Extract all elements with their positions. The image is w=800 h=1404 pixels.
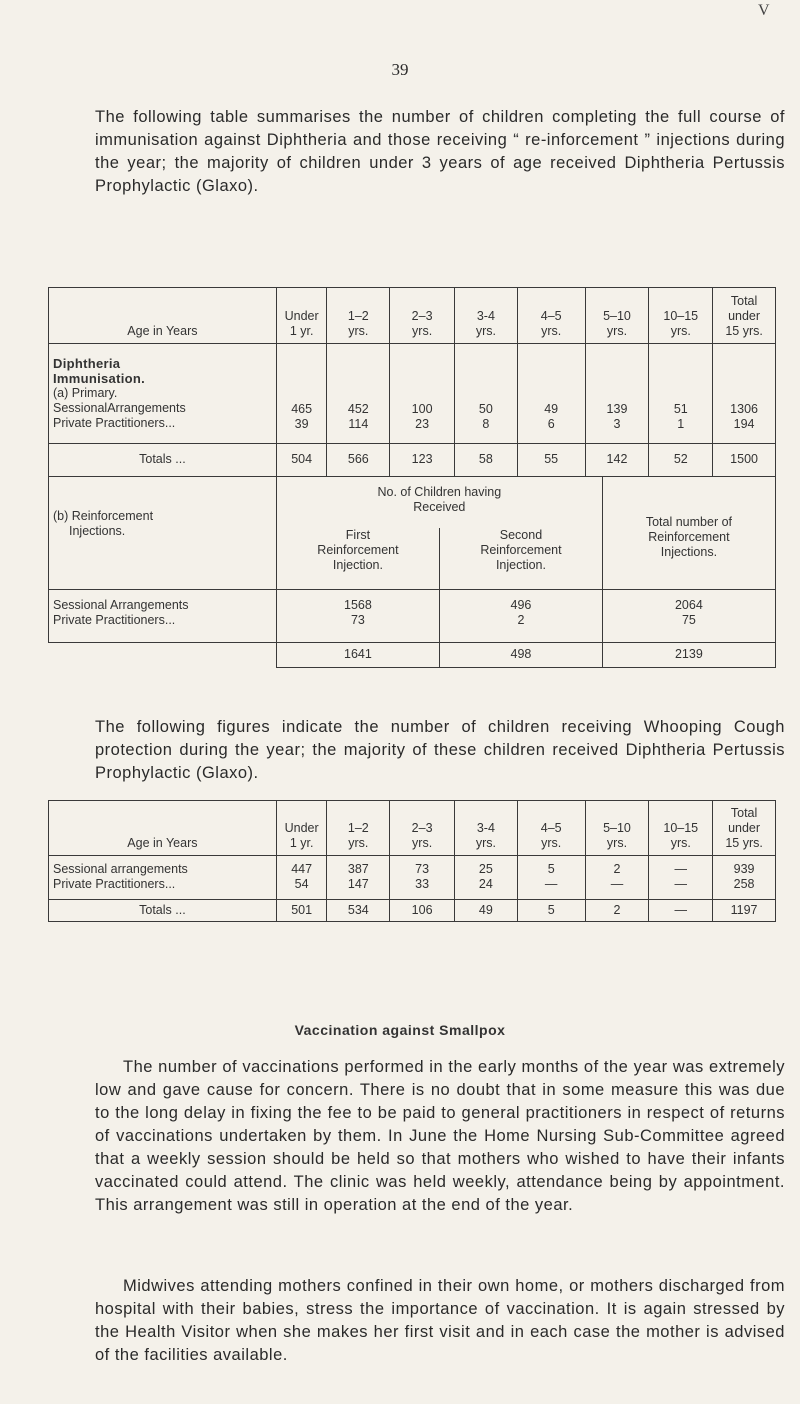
page-number: 39 [391,60,409,79]
age-header: Age in Years [49,288,277,344]
cell: 258 [733,877,755,891]
age-col-header: Under 1 yr. [276,801,327,856]
totals-label: Totals ... [49,900,277,922]
cell: 75 [681,613,696,627]
row-label: SessionalArrangements [53,401,186,415]
primary-label: (a) Primary. [53,386,118,400]
cell: 24 [478,877,493,891]
total-cell: 123 [390,444,455,477]
cell: 39 [294,417,309,431]
totals-label: Totals ... [49,444,277,477]
cell: 6 [547,417,555,431]
row-labels: Sessional arrangements Private Practitioners... [49,856,277,900]
age-col-header: 4–5 yrs. [517,288,585,344]
age-col-header: 3-4 yrs. [455,801,518,856]
total-cell: 106 [390,900,455,922]
cell: 114 [348,417,369,431]
reinforcement-label: (b) Reinforcement Injections. [49,477,277,590]
age-col-header: 3-4 yrs. [455,288,518,344]
cell: 452 [347,402,369,416]
intro-diphtheria-paragraph: The following table summarises the number of children completing the full course of immunisation against Diphtheria and those receiving “ re-inforcement ” injections during the year; the majority of children under 3 years of age received Diphtheria Pertussis Prophylactic (Glaxo). [95,108,785,195]
intro-whooping-paragraph: The following figures indicate the number of children receiving Whooping Cough protection during the year; the majority of these children received Diphtheria Pertussis Prophylactic (Glaxo). [95,718,785,782]
cell: 3 [613,417,621,431]
section-title: Diphtheria [53,356,121,371]
section-title: Immunisation. [53,371,146,386]
cell: 50 [478,402,493,416]
smallpox-heading: Vaccination against Smallpox [294,1022,506,1038]
cell: 2 [613,862,621,876]
age-header: Age in Years [49,801,277,856]
reinforcement-row-labels: Sessional Arrangements Private Practitioners... [49,590,277,643]
age-col-header: 1–2 yrs. [327,801,390,856]
reinforcement-header-row [49,477,776,590]
reinforcement-top-label: Received [413,500,466,514]
smallpox-paragraph-2: Midwives attending mothers confined in their own home, or mothers discharged from hospital with their babies, stress the importance of vaccination. It is again stressed by the Health Visitor when she makes her first visit and in each case the mother is advised of the facilities available. [95,1277,785,1364]
totals-row [49,900,776,922]
age-col-header: 10–15 yrs. [649,288,713,344]
cell: — [674,862,688,876]
cell: — [674,877,688,891]
age-col-header: Under 1 yr. [276,288,327,344]
total-cell: 1197 [713,900,776,922]
total-cell: 1500 [713,444,776,477]
corner-mark: V [758,2,770,19]
total-cell: 2139 [602,643,775,667]
smallpox-paragraph-1: The number of vaccinations performed in the early months of the year was extremely low and gave cause for concern. There is no doubt that in some measure this was due to the long delay in fixing the fee to be paid to general practitioners in respect of returns of vaccinations undertaken by them. In June the Home Nursing Sub-Committee agreed that a weekly session should be held so that mothers who wished to have their infants vaccinated could attend. The clinic was held weekly, attendance being by appointment. This arrangement was still in operation at the end of the year. [95,1058,785,1214]
age-col-header: Total under 15 yrs. [713,801,776,856]
cell: 5 [547,862,555,876]
age-col-header: 4–5 yrs. [517,801,585,856]
row-label: Private Practitioners... [53,416,176,430]
age-header-row [49,288,776,344]
total-cell: — [649,900,713,922]
cell: 49 [544,402,559,416]
total-cell: 52 [649,444,713,477]
total-cell: 55 [517,444,585,477]
total-cell: 501 [276,900,327,922]
total-cell: 504 [276,444,327,477]
age-header-row [49,801,776,856]
total-cell: 534 [327,900,390,922]
cell: 2 [517,613,525,627]
diphtheria-table [48,287,776,668]
cell: 2064 [674,598,703,612]
data-row [49,856,776,900]
total-cell: 49 [455,900,518,922]
cell: 73 [415,862,430,876]
reinforcement-top-label: No. of Children having [377,485,502,499]
age-col-header: 5–10 yrs. [585,801,649,856]
total-cell: 142 [585,444,649,477]
cell: 23 [415,417,430,431]
whooping-cough-table [48,800,776,922]
cell: 194 [733,417,755,431]
cell: — [544,877,558,891]
age-col-header: Total under 15 yrs. [713,288,776,344]
primary-data-row [49,344,776,444]
total-cell: 2 [585,900,649,922]
cell: 496 [510,598,532,612]
cell: — [610,877,624,891]
age-col-header: 2–3 yrs. [390,288,455,344]
age-col-header: 1–2 yrs. [327,288,390,344]
total-cell: 58 [455,444,518,477]
total-cell: 1641 [344,647,372,661]
reinforcement-data-row [49,590,776,643]
cell: 1306 [730,402,758,416]
cell: 1 [677,417,685,431]
cell: 1568 [344,598,372,612]
cell: 33 [415,877,430,891]
cell: 25 [478,862,493,876]
cell: 73 [350,613,365,627]
age-col-header: 10–15 yrs. [649,801,713,856]
cell: 54 [294,877,309,891]
cell: 465 [291,402,313,416]
cell: 51 [673,402,688,416]
age-col-header: 2–3 yrs. [390,801,455,856]
cell: 8 [482,417,490,431]
age-col-header: 5–10 yrs. [585,288,649,344]
total-cell: 498 [440,643,603,667]
cell: 100 [411,402,433,416]
primary-labels [49,344,277,444]
cell: 447 [291,862,313,876]
reinforcement-header: No. of Children having Received Total number of Reinforcement Injections. First Reinforcement Injection. Second Reinforcement Injection. [276,477,775,590]
total-cell: 566 [327,444,390,477]
total-cell: 5 [517,900,585,922]
cell: 147 [347,877,369,891]
cell: 387 [347,862,369,876]
cell: 139 [606,402,628,416]
cell: 939 [733,862,755,876]
reinforcement-totals-row [49,643,776,668]
totals-row [49,444,776,477]
